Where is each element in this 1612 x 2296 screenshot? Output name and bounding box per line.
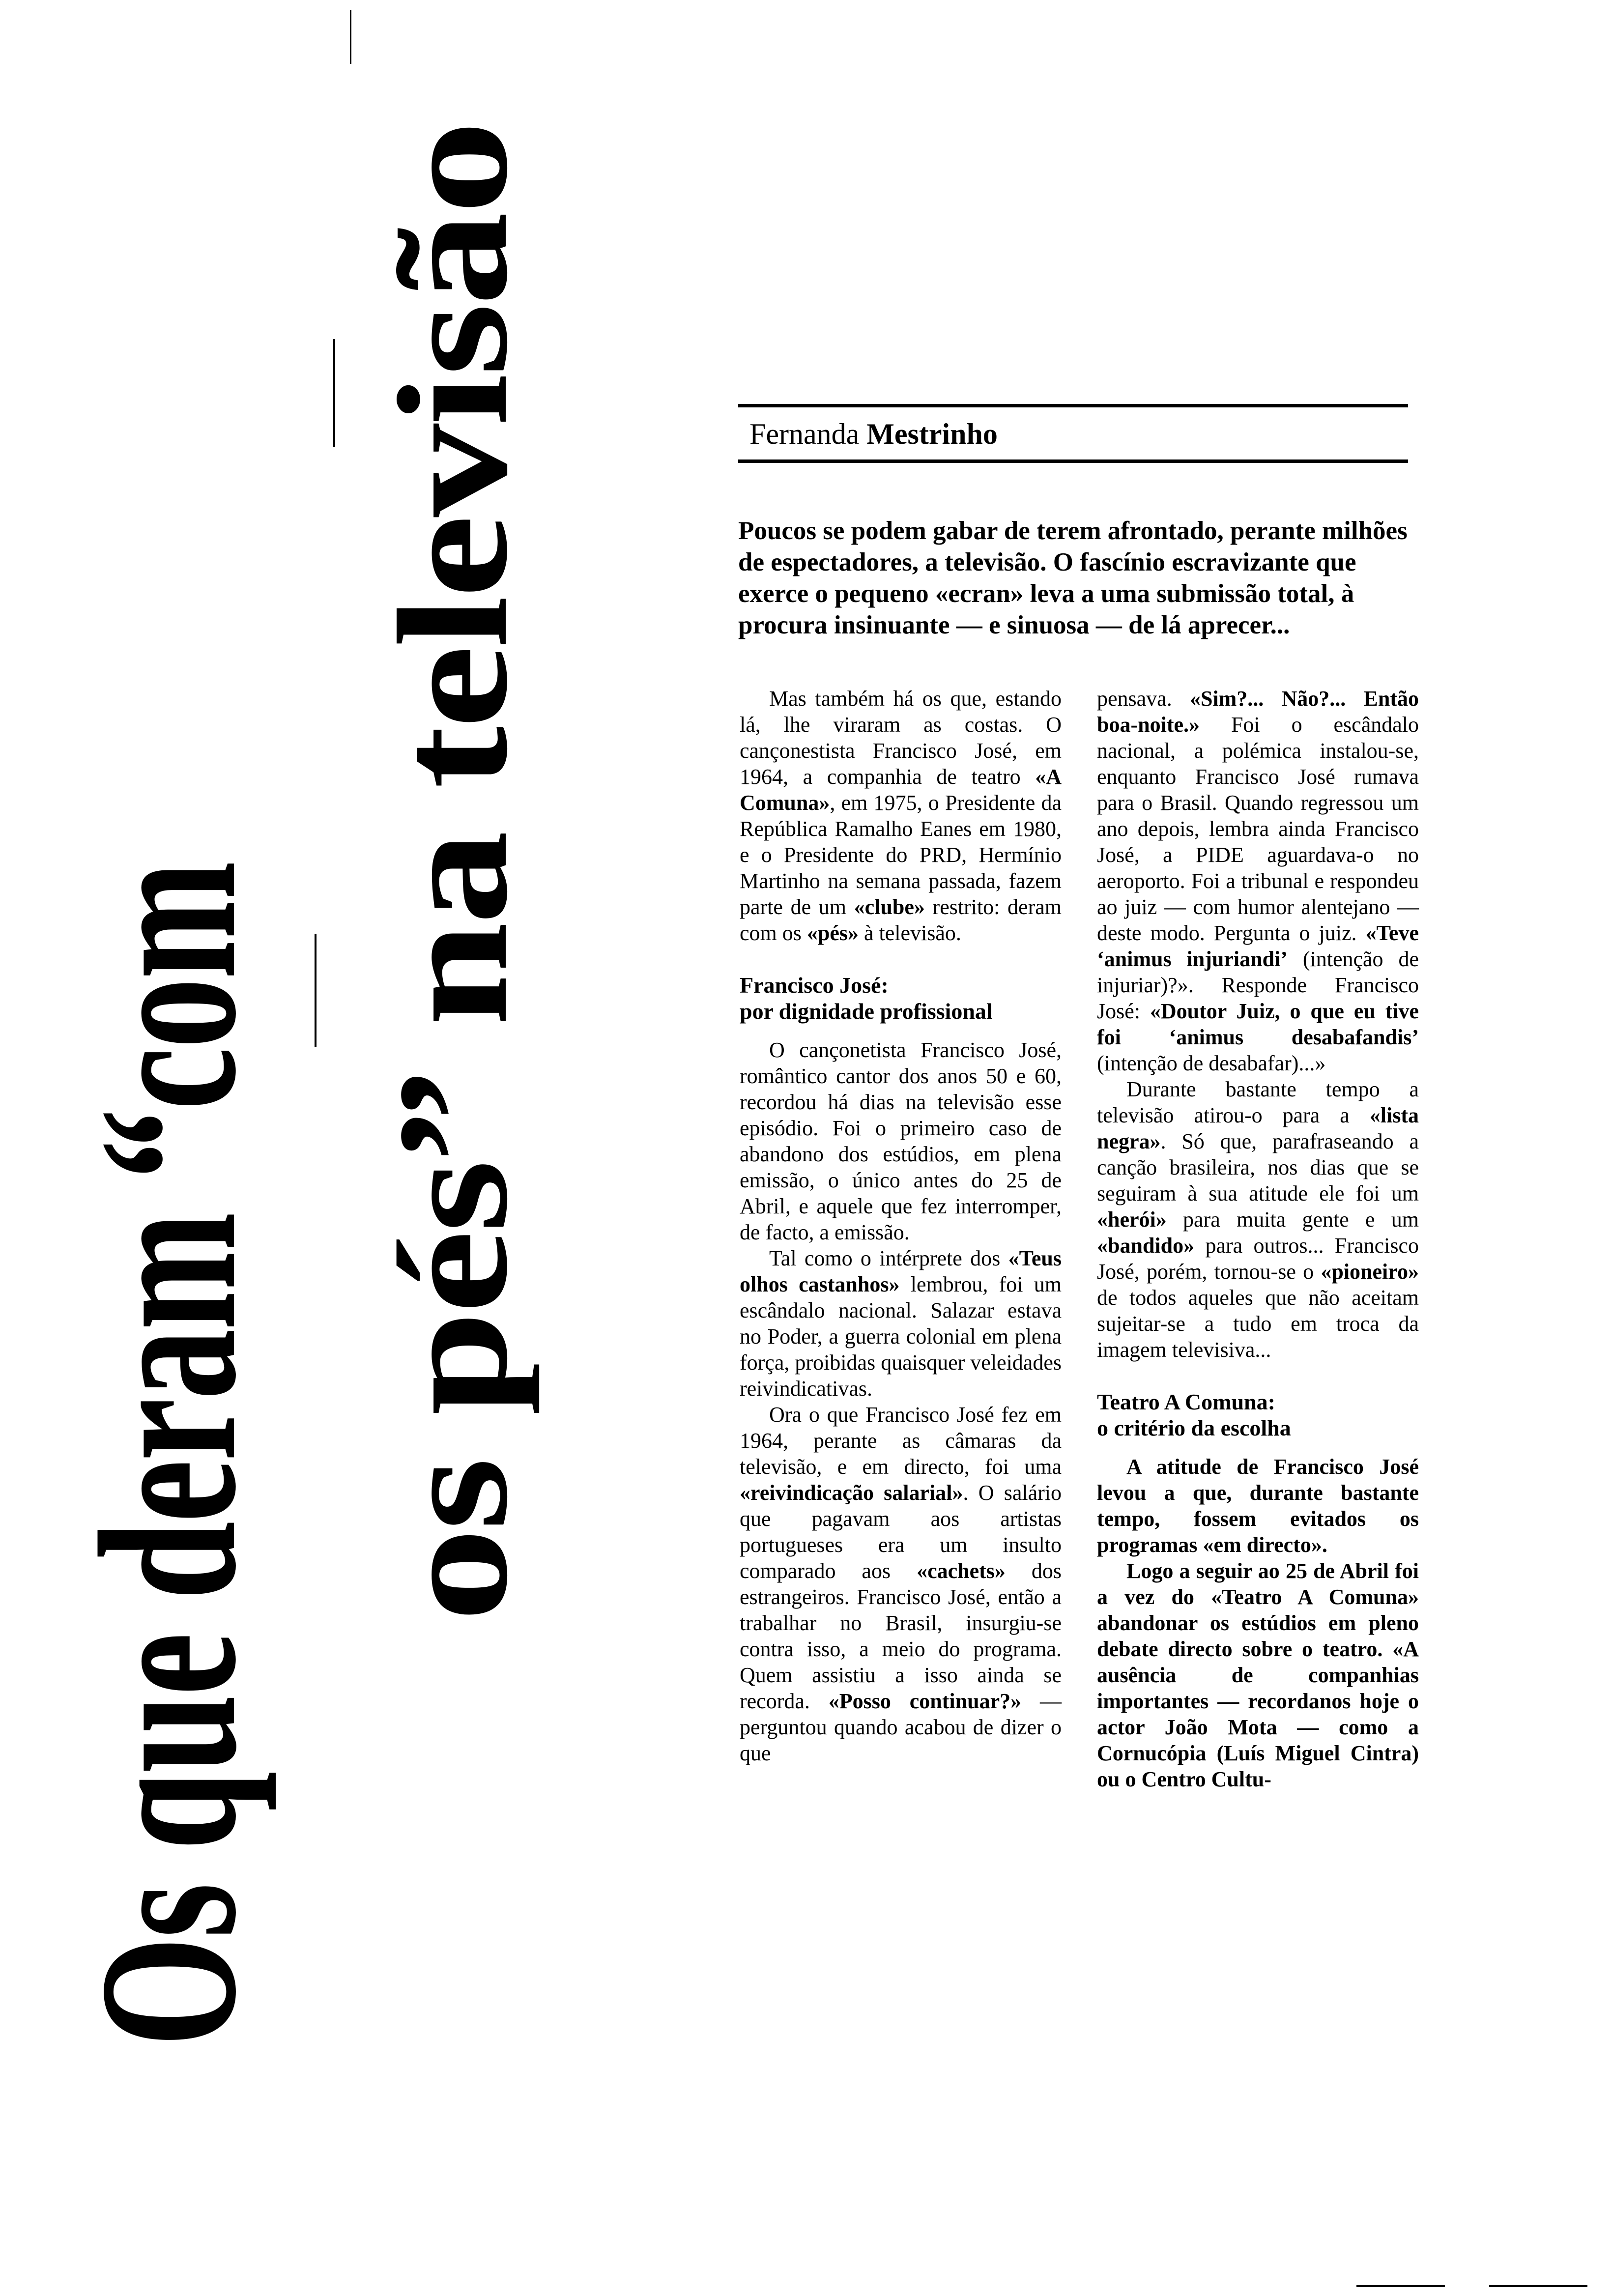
body-paragraph bbox=[1097, 1076, 1419, 1363]
headline-line-1 bbox=[59, 862, 277, 2047]
body-text: lembrou, foi um escândalo nacional. Salazar estava no Poder, a guerra colonial em plena força, proibidas quaisquer veleidades reivindicativas. bbox=[740, 1272, 1062, 1401]
emphasis-text: «Teve ‘animus injuriandi’ bbox=[1097, 921, 1419, 971]
body-paragraph bbox=[740, 686, 1062, 946]
author-last-name: Mestrinho bbox=[866, 418, 998, 450]
body-text: pensava. bbox=[1097, 687, 1190, 711]
byline-rule-bottom bbox=[738, 459, 1408, 463]
body-text: à televisão. bbox=[859, 921, 961, 945]
body-text: O cançonetista Francisco José, romântico cantor dos anos 50 e 60, recordou há dias na televisão esse episódio. Foi o primeiro caso de abandono dos estúdios, em plena emissão, o único antes do 25 de Abril, e aquele que fez interromper, de facto, a emissão. bbox=[740, 1038, 1062, 1244]
lead-paragraph: Poucos se podem gabar de terem afrontado, perante milhões de espectadores, a televisão. O fascínio escravizante que exerce o pequeno «ecran» leva a uma submissão total, à procura insinuante — e sinuosa — de lá aprecer... bbox=[738, 517, 1408, 639]
body-text: restrito: deram com os bbox=[740, 895, 1062, 945]
emphasis-text: «pioneiro» bbox=[1321, 1260, 1419, 1284]
body-text: . O salário que pagavam aos artistas portugueses era um insulto comparado aos bbox=[740, 1481, 1062, 1583]
section-subheading bbox=[1097, 1389, 1419, 1441]
body-text: (intenção de injuriar)?». Responde Francisco José: bbox=[1097, 947, 1419, 1023]
body-text: Ora o que Francisco José fez em 1964, perante as câmaras da televisão, e em directo, foi uma bbox=[740, 1403, 1062, 1479]
body-paragraph bbox=[1097, 1454, 1419, 1558]
emphasis-text: «clube» bbox=[854, 895, 925, 919]
body-text: Foi o escândalo nacional, a polémica instalou-se, enquanto Francisco José rumava para o Brasil. Quando regressou um ano depois, lembra ainda Francisco José, a PIDE aguardava-o no aeroporto. Foi a tribunal e respondeu ao juiz — com humor alentejano — deste modo. Pergunta o juiz. bbox=[1097, 713, 1419, 945]
body-paragraph bbox=[1097, 686, 1419, 1076]
headline-text-2: os pés” na televisão bbox=[366, 123, 540, 1622]
author-first-name: Fernanda bbox=[749, 418, 860, 450]
emphasis-text: «pés» bbox=[806, 921, 859, 945]
body-text: Durante bastante tempo a televisão atirou-o para a bbox=[1097, 1077, 1419, 1127]
article-column-2 bbox=[1097, 686, 1419, 1792]
emphasis-text: «Doutor Juiz, o que eu tive foi ‘animus desabafandis’ bbox=[1097, 999, 1419, 1049]
body-text: — perguntou quando acabou de dizer o que bbox=[740, 1689, 1062, 1765]
article-column-1 bbox=[740, 686, 1062, 1766]
emphasis-text: «cachets» bbox=[917, 1559, 1006, 1583]
scan-mark bbox=[1489, 2285, 1587, 2287]
emphasis-text: «bandido» bbox=[1097, 1234, 1195, 1258]
scan-mark bbox=[350, 10, 351, 64]
byline-rule-top bbox=[738, 404, 1408, 407]
headline-line-2 bbox=[366, 123, 540, 1622]
subheading-line: por dignidade profissional bbox=[740, 999, 993, 1024]
emphasis-text: «A Comuna» bbox=[740, 765, 1062, 815]
scan-mark bbox=[315, 934, 317, 1047]
emphasis-text: «lista negra» bbox=[1097, 1103, 1419, 1153]
emphasis-text: «Teus olhos castanhos» bbox=[740, 1246, 1062, 1296]
scan-mark bbox=[333, 339, 335, 447]
body-paragraph bbox=[740, 1037, 1062, 1245]
body-text: Mas também há os que, estando lá, lhe viraram as costas. O cançonestista Francisco José, em 1964, a companhia de teatro bbox=[740, 687, 1062, 789]
section-subheading bbox=[740, 972, 1062, 1024]
body-text: (intenção de desabafar)...» bbox=[1097, 1051, 1326, 1075]
emphasis-text: «Posso continuar?» bbox=[828, 1689, 1022, 1713]
body-text: para muita gente e um bbox=[1166, 1207, 1419, 1232]
body-text: dos estrangeiros. Francisco José, então a trabalhar no Brasil, insurgiu-se contra isso, a meio do programa. Quem assistiu a isso ainda se recorda. bbox=[740, 1559, 1062, 1713]
emphasis-text: «herói» bbox=[1097, 1207, 1167, 1232]
subheading-line: Francisco José: bbox=[740, 973, 889, 998]
author-byline bbox=[749, 417, 998, 451]
subheading-line: Teatro A Comuna: bbox=[1097, 1389, 1275, 1414]
body-text: , em 1975, o Presidente da República Ramalho Eanes em 1980, e o Presidente do PRD, Hermínio Martinho na semana passada, fazem parte de um bbox=[740, 791, 1062, 919]
body-text: Logo a seguir ao 25 de Abril foi a vez do «Teatro A Comuna» abandonar os estúdios em pleno debate directo sobre o teatro. «A ausência de companhias importantes — recordanos hoje o actor João Mota — como a Cornucópia (Luís Miguel Cintra) ou o Centro Cultu- bbox=[1097, 1559, 1419, 1791]
body-text: . Só que, parafraseando a canção brasileira, nos dias que se seguiram à sua atitude ele foi um bbox=[1097, 1129, 1419, 1205]
headline-text-1: Os que deram “com bbox=[59, 862, 277, 2047]
body-text: de todos aqueles que não aceitam sujeitar-se a tudo em troca da imagem televisiva... bbox=[1097, 1286, 1419, 1362]
body-paragraph bbox=[1097, 1558, 1419, 1792]
body-text: para outros... Francisco José, porém, tornou-se o bbox=[1097, 1234, 1419, 1284]
body-text: Tal como o intérprete dos bbox=[769, 1246, 1008, 1270]
body-paragraph bbox=[740, 1402, 1062, 1766]
body-text: A atitude de Francisco José levou a que, durante bastante tempo, fossem evitados os programas «em directo». bbox=[1097, 1455, 1419, 1557]
emphasis-text: «Sim?... Não?... Então boa-noite.» bbox=[1097, 687, 1419, 737]
emphasis-text: «reivindicação salarial» bbox=[740, 1481, 963, 1505]
body-paragraph bbox=[740, 1245, 1062, 1402]
scan-mark bbox=[1356, 2285, 1445, 2287]
subheading-line: o critério da escolha bbox=[1097, 1415, 1291, 1440]
